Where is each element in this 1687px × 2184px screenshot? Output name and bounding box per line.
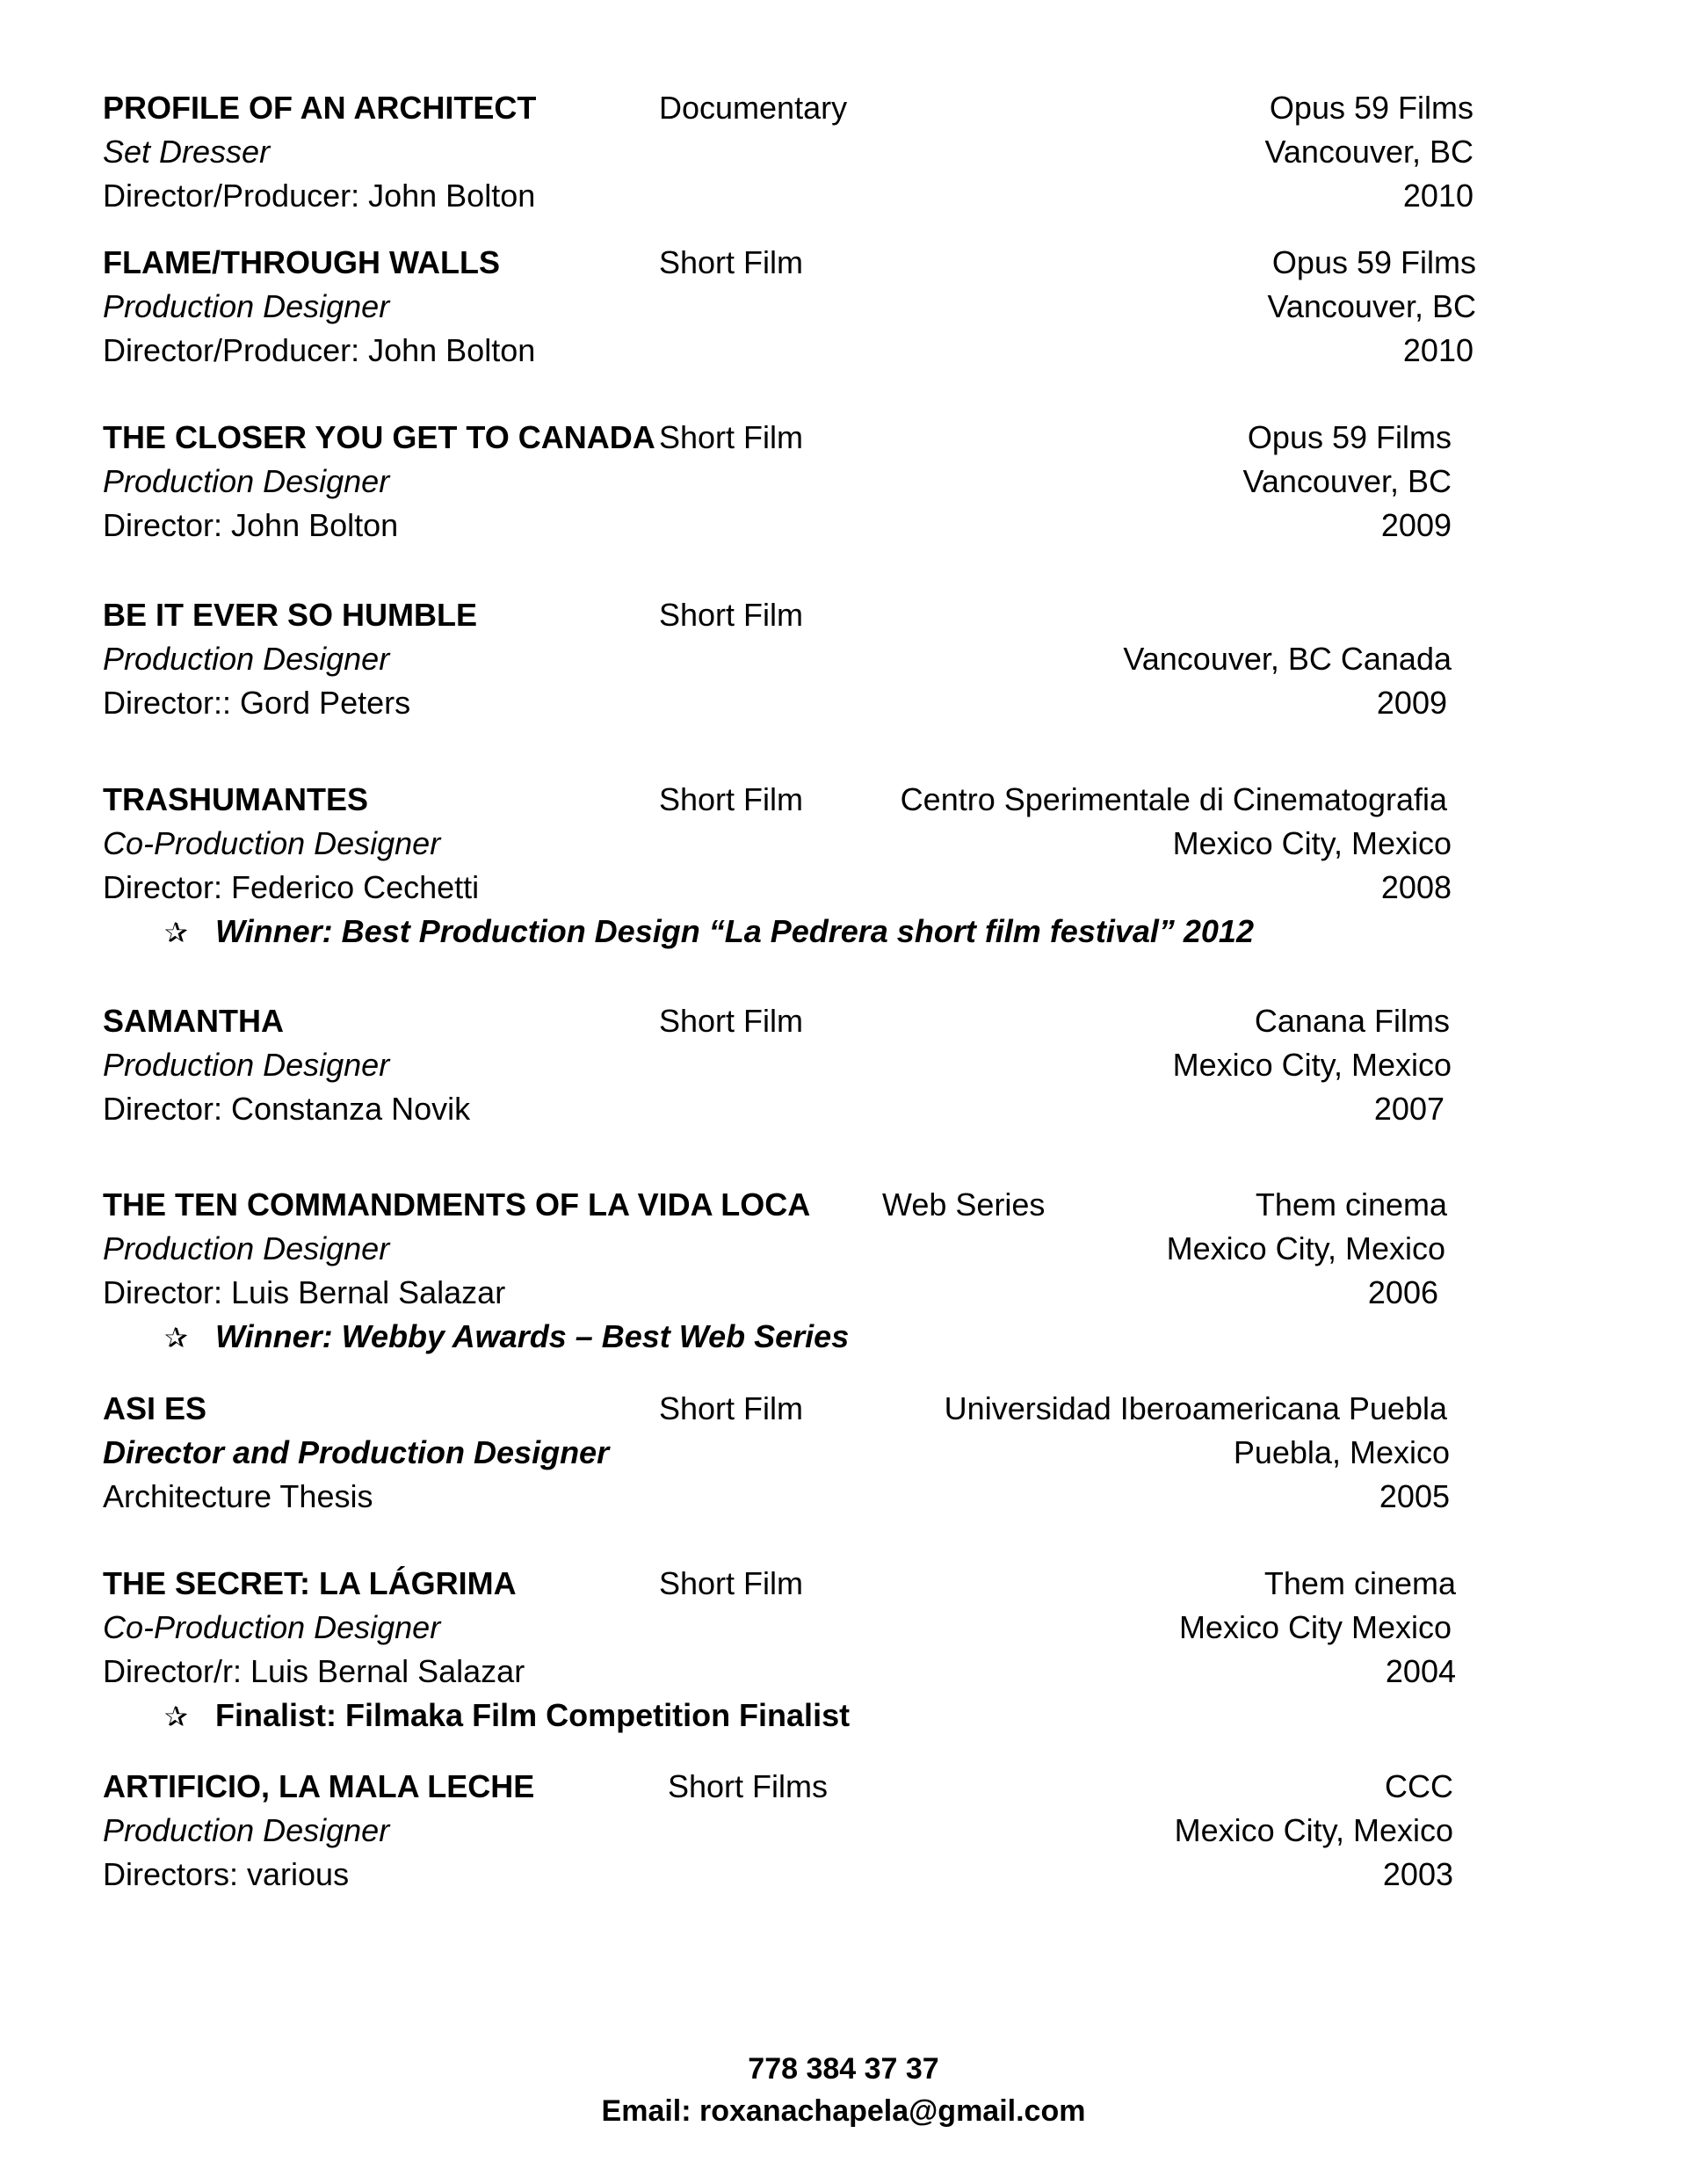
credit-type: Short Film [659, 1003, 804, 1039]
credit-director: Architecture Thesis [103, 1478, 373, 1514]
credit-title: THE SECRET: LA LÁGRIMA [103, 1565, 517, 1601]
credit-title: THE CLOSER YOU GET TO CANADA [103, 419, 655, 455]
credit-year: 2006 [1367, 1274, 1438, 1310]
credit-entry [103, 999, 1579, 1131]
award-text: Winner: Webby Awards – Best Web Series [215, 1318, 850, 1354]
credit-company: Centro Sperimentale di Cinematografia [900, 781, 1447, 817]
credit-title: TRASHUMANTES [103, 781, 368, 817]
credit-company: Opus 59 Films [1269, 90, 1473, 126]
credit-title: FLAME/THROUGH WALLS [103, 244, 500, 280]
credit-type: Short Film [659, 781, 804, 817]
credit-company: CCC [1385, 1768, 1453, 1804]
credit-role: Production Designer [103, 1230, 390, 1266]
credit-location: Mexico City, Mexico [1172, 825, 1452, 861]
credit-type: Short Film [659, 1565, 804, 1601]
credit-year: 2008 [1380, 869, 1452, 905]
credit-title: ARTIFICIO, LA MALA LECHE [103, 1768, 535, 1804]
credit-role: Production Designer [103, 288, 390, 324]
credit-entry [103, 416, 1579, 548]
star-outline-icon: ✰ [164, 917, 188, 948]
credit-role: Production Designer [103, 641, 390, 677]
credit-location: Vancouver, BC Canada [1123, 641, 1452, 677]
credit-type: Documentary [659, 90, 848, 126]
credit-company: Them cinema [1255, 1186, 1447, 1223]
credit-company: Them cinema [1263, 1565, 1456, 1601]
credit-director: Director: Constanza Novik [103, 1091, 471, 1127]
credit-year: 2007 [1373, 1091, 1444, 1127]
credit-location: Puebla, Mexico [1233, 1434, 1450, 1470]
credit-company: Universidad Iberoamericana Puebla [944, 1390, 1447, 1426]
credit-title: BE IT EVER SO HUMBLE [103, 597, 478, 633]
credit-director: Director/Producer: John Bolton [103, 332, 536, 368]
credit-type: Short Film [659, 597, 804, 633]
credit-location: Mexico City, Mexico [1172, 1047, 1452, 1083]
credit-type: Web Series [882, 1186, 1046, 1223]
contact-footer [0, 2048, 1687, 2132]
credit-type: Short Film [659, 419, 804, 455]
credit-entry [103, 241, 1579, 373]
credit-entry [103, 1183, 1579, 1359]
credit-year: 2009 [1380, 507, 1452, 543]
credit-title: SAMANTHA [103, 1003, 284, 1039]
credit-type: Short Film [659, 244, 804, 280]
credit-role: Director and Production Designer [103, 1434, 610, 1470]
credit-role: Production Designer [103, 1812, 390, 1848]
credit-entry [103, 1387, 1579, 1519]
credit-director: Director: Luis Bernal Salazar [103, 1274, 506, 1310]
credit-entry [103, 1765, 1579, 1897]
email-address: Email: roxanachapela@gmail.com [601, 2094, 1086, 2128]
star-outline-icon: ✰ [164, 1701, 188, 1732]
award-line [164, 910, 1254, 954]
credit-director: Director: Federico Cechetti [103, 869, 480, 905]
award-line [164, 1694, 850, 1738]
credit-location: Vancouver, BC [1267, 288, 1476, 324]
credit-title: THE TEN COMMANDMENTS OF LA VIDA LOCA [103, 1186, 811, 1223]
credit-title: PROFILE OF AN ARCHITECT [103, 90, 537, 126]
credit-entry [103, 1562, 1579, 1738]
star-outline-icon: ✰ [164, 1322, 188, 1353]
credit-role: Production Designer [103, 1047, 390, 1083]
award-text: Winner: Best Production Design “La Pedrera short film festival” 2012 [215, 913, 1254, 949]
credit-year: 2010 [1402, 332, 1473, 368]
credit-location: Vancouver, BC [1264, 134, 1473, 170]
credit-location: Mexico City Mexico [1178, 1609, 1452, 1645]
credit-role: Co-Production Designer [103, 1609, 441, 1645]
credit-year: 2009 [1376, 685, 1447, 721]
credit-director: Director:: Gord Peters [103, 685, 411, 721]
credit-entry [103, 778, 1579, 954]
award-text: Finalist: Filmaka Film Competition Finalist [215, 1697, 851, 1733]
credit-role: Set Dresser [103, 134, 271, 170]
credit-year: 2003 [1382, 1856, 1453, 1892]
credit-year: 2010 [1402, 178, 1473, 214]
credit-director: Directors: various [103, 1856, 350, 1892]
award-line [164, 1315, 849, 1360]
credit-entry [103, 86, 1579, 218]
credit-company: Opus 59 Films [1247, 419, 1452, 455]
credit-year: 2005 [1379, 1478, 1450, 1514]
credit-company: Canana Films [1254, 1003, 1450, 1039]
credit-title: ASI ES [103, 1390, 207, 1426]
credit-director: Director/r: Luis Bernal Salazar [103, 1653, 525, 1689]
credit-location: Mexico City, Mexico [1174, 1812, 1453, 1848]
credit-company: Opus 59 Films [1271, 244, 1476, 280]
credit-director: Director/Producer: John Bolton [103, 178, 536, 214]
credit-director: Director: John Bolton [103, 507, 399, 543]
credit-type: Short Films [668, 1768, 829, 1804]
credit-type: Short Film [659, 1390, 804, 1426]
credit-year: 2004 [1385, 1653, 1456, 1689]
credit-role: Production Designer [103, 463, 390, 499]
phone-number: 778 384 37 37 [748, 2052, 939, 2086]
credit-entry [103, 593, 1579, 725]
credit-location: Mexico City, Mexico [1166, 1230, 1445, 1266]
credit-role: Co-Production Designer [103, 825, 441, 861]
credit-location: Vancouver, BC [1242, 463, 1452, 499]
